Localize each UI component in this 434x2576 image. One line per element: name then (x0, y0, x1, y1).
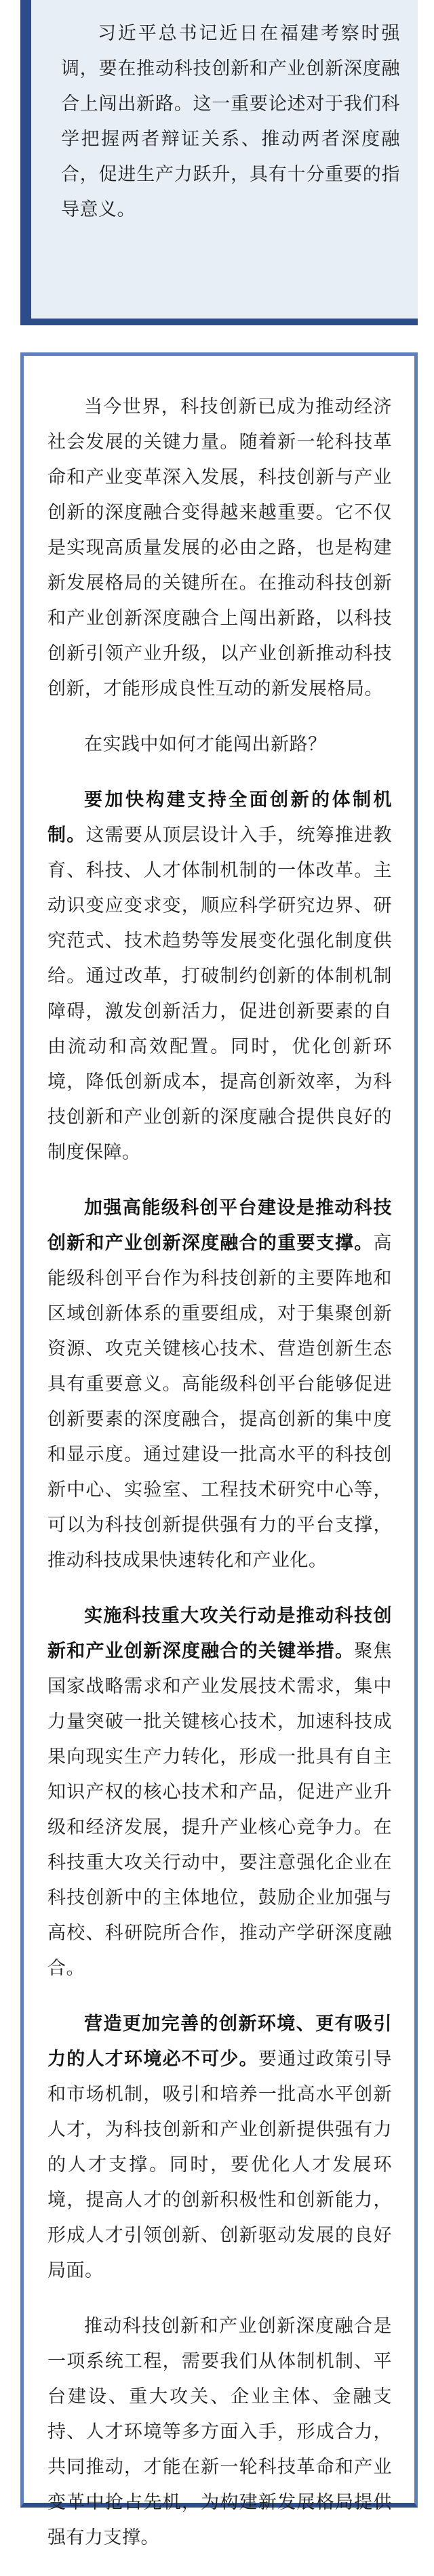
article-frame (20, 352, 418, 2548)
paragraph-6-lead: 营造更加完善的创新环境、更有吸引力的人才环境必不可少。 (47, 2013, 392, 2070)
paragraph-7: 推动科技创新和产业创新深度融合是一项系统工程，需要我们从体制机制、平台建设、重大攻关、企业主体、金融支持、人才环境等多方面入手，形成合力，共同推动，才能在新一轮科技革命和产业变革中抢占先机，为构建新发展格局提供强有力支撑。 (47, 2316, 392, 2548)
intro-text: 习近平总书记近日在福建考察时强调，要在推动科技创新和产业创新深度融合上闯出新路。这一重要论述对于我们科学把握两者辩证关系、推动两者深度融合，促进生产力跃升，具有十分重要的指导意义。 (61, 23, 400, 220)
intro-quote-box (20, 0, 418, 325)
paragraph-3 (47, 783, 392, 1170)
paragraph-6-text: 要通过政策引导和市场机制，吸引和培养一批高水平创新人才，为科技创新和产业创新提供强有力的人才支撑。同时，要优化人才发展环境，提高人才的创新积极性和创新能力，形成人才引领创新、创新驱动发展的良好局面。 (47, 2049, 393, 2281)
paragraph-4 (47, 1191, 392, 1578)
paragraph-5-text: 聚焦国家战略需求和产业发展技术需求，集中力量突破一批关键核心技术，加速科技成果向现实生产力转化，形成一批具有自主知识产权的核心技术和产品，促进产业升级和经济发展，提升产业核心竞争力。在科技重大攻关行动中，要注意强化企业在科技创新中的主体地位，鼓励企业加强与高校、科研院所合作，推动产学研深度融合。 (47, 1641, 392, 1979)
paragraph-3-lead: 要加快构建支持全面创新的体制机制。 (47, 790, 392, 846)
paragraph-2: 在实践中如何才能闯出新路？ (84, 734, 327, 755)
paragraph-1: 当今世界，科技创新已成为推动经济社会发展的关键力量。随着新一轮科技革命和产业变革深入发展，科技创新与产业创新的深度融合变得越来越重要。它不仅是实现高质量发展的必由之路，也是构建新发展格局的关键所在。在推动科技创新和产业创新深度融合上闯出新路，以科技创新引领产业升级，以产业创新推动科技创新，才能形成良性互动的新发展格局。 (47, 396, 392, 699)
article-body (47, 390, 392, 2576)
paragraph-3-text: 这需要从顶层设计入手，统筹推进教育、科技、人才体制机制的一体改革。主动识变应变求变，顺应科学研究边界、研究范式、技术趋势等发展变化强化制度供给。通过改革，打破制约创新的体制机制障碍，激发创新活力，促进创新要素的自由流动和高效配置。同时，优化创新环境，降低创新成本，提高创新效率，为科技创新和产业创新的深度融合提供良好的制度保障。 (47, 825, 393, 1163)
paragraph-5 (47, 1599, 392, 1986)
paragraph-4-text: 高能级科创平台作为科技创新的主要阵地和区域创新体系的重要组成，对于集聚创新资源、攻克关键核心技术、营造创新生态具有重要意义。高能级科创平台能够促进创新要素的深度融合，提高创新的集中度和显示度。通过建设一批高水平的科技创新中心、实验室、工程技术研究中心等，可以为科技创新提供强有力的平台支撑，推动科技成果快速转化和产业化。 (47, 1233, 392, 1571)
paragraph-6 (47, 2007, 392, 2289)
paragraph-5-lead: 实施科技重大攻关行动是推动科技创新和产业创新深度融合的关键举措。 (47, 1606, 392, 1662)
paragraph-4-lead: 加强高能级科创平台建设是推动科技创新和产业创新深度融合的重要支撑。 (47, 1198, 392, 1254)
